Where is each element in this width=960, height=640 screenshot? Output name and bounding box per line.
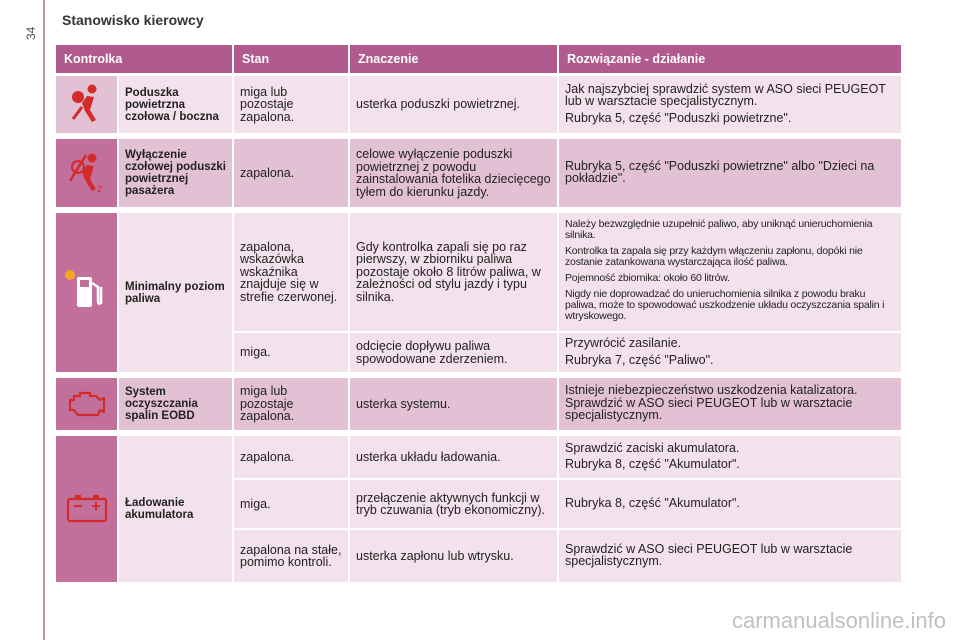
solution-cell [559,530,903,584]
light-name: Wyłączenie czołowej poduszki powietrznej pasażera [119,139,234,213]
solution-text: Jak najszybciej sprawdzić system w ASO sieci PEUGEOT lub w warsztacie specjalistycznym. [565,81,886,109]
page-number: 34 [24,26,38,40]
solution-text: Rubryka 5, część "Poduszki powietrzne" albo "Dzieci na pokładzie". [565,158,875,185]
battery-icon [65,493,109,523]
state-cell: miga lub pozostaje zapalona. [234,76,350,139]
solution-cell [559,213,903,333]
solution-text: Istnieje niebezpieczeństwo uszkodzenia katalizatora. Sprawdzić w ASO sieci PEUGEOT lub w warsztacie specjalistycznym. [565,383,858,423]
meaning-cell: odcięcie dopływu paliwa spowodowane zderzeniem. [350,333,559,378]
icon-cell [56,213,119,378]
meaning-cell: Gdy kontrolka zapali się po raz pierwszy, w zbiorniku paliwa pozostaje około 8 litrów paliwa, w zależności od stylu jazdy i typu silnika. [350,213,559,333]
solution-cell [559,139,903,213]
meaning-cell: usterka poduszki powietrznej. [350,76,559,139]
state-cell: zapalona, wskazówka wskaźnika znajduje się w strefie czerwonej. [234,213,350,333]
watermark: carmanualsonline.info [731,608,946,633]
icon-cell [56,378,119,436]
light-name: Ładowanie akumulatora [119,436,234,584]
table-row [56,139,903,213]
icon-cell [56,139,119,213]
meaning-cell: usterka systemu. [350,378,559,436]
airbag-icon [70,83,104,123]
col-header-stan: Stan [234,45,350,76]
page-edge-line [43,0,45,640]
page-title: Stanowisko kierowcy [62,12,204,28]
meaning-cell: usterka układu ładowania. [350,436,559,480]
col-header-rozwiazanie: Rozwiązanie - działanie [559,45,903,76]
state-cell: miga. [234,480,350,530]
solution-cell [559,436,903,480]
table-header-row [56,45,903,76]
warning-lights-table [56,45,903,584]
engine-icon [66,388,108,418]
state-cell: zapalona. [234,436,350,480]
state-cell: zapalona na stałe, pomimo kontroli. [234,530,350,584]
icon-cell [56,436,119,584]
table-row [56,76,903,139]
meaning-cell: przełączenie aktywnych funkcji w tryb czuwania (tryb ekonomiczny). [350,480,559,530]
solution-text: Sprawdzić w ASO sieci PEUGEOT lub w warsztacie specjalistycznym. [565,541,853,568]
airbag-off-icon [67,151,107,193]
light-name: System oczyszczania spalin EOBD [119,378,234,436]
meaning-cell: celowe wyłączenie poduszki powietrznej z powodu zainstalowania fotelika dziecięcego tyłem do kierunku jazdy. [350,139,559,213]
state-cell: zapalona. [234,139,350,213]
solution-text: Rubryka 7, część "Paliwo". [565,352,714,367]
state-cell: miga lub pozostaje zapalona. [234,378,350,436]
solution-cell [559,333,903,378]
solution-cell [559,378,903,436]
meaning-cell: usterka zapłonu lub wtrysku. [350,530,559,584]
col-header-znaczenie: Znaczenie [350,45,559,76]
solution-text: Należy bezwzględnie uzupełnić paliwo, aby uniknąć unieruchomienia silnika. [565,217,873,241]
solution-text: Kontrolka ta zapala się przy każdym włączeniu zapłonu, dopóki nie zostanie zatankowana wystarczająca ilość paliwa. [565,244,863,268]
svg-text:2: 2 [96,183,102,193]
solution-text: Rubryka 5, część "Poduszki powietrzne". [565,110,792,125]
solution-text: Nigdy nie doprowadzać do unieruchomienia silnika z powodu braku paliwa, może to spowodować uszkodzenie układu oczyszczania spalin i wtryskowego. [565,287,885,322]
col-header-kontrolka: Kontrolka [56,45,234,76]
solution-text: Pojemność zbiornika: około 60 litrów. [565,271,730,284]
solution-text: Rubryka 8, część "Akumulator". [565,495,740,510]
fuel-pump-icon [64,267,110,315]
solution-cell [559,76,903,139]
solution-cell [559,480,903,530]
solution-text: Przywrócić zasilanie. [565,336,682,350]
solution-text: Sprawdzić zaciski akumulatora. [565,440,740,455]
table-row [56,436,903,480]
state-cell: miga. [234,333,350,378]
light-name: Poduszka powietrzna czołowa / boczna [119,76,234,139]
light-name: Minimalny poziom paliwa [119,213,234,378]
solution-text: Rubryka 8, część "Akumulator". [565,457,740,471]
table-row [56,213,903,333]
icon-cell [56,76,119,139]
table-row [56,378,903,436]
